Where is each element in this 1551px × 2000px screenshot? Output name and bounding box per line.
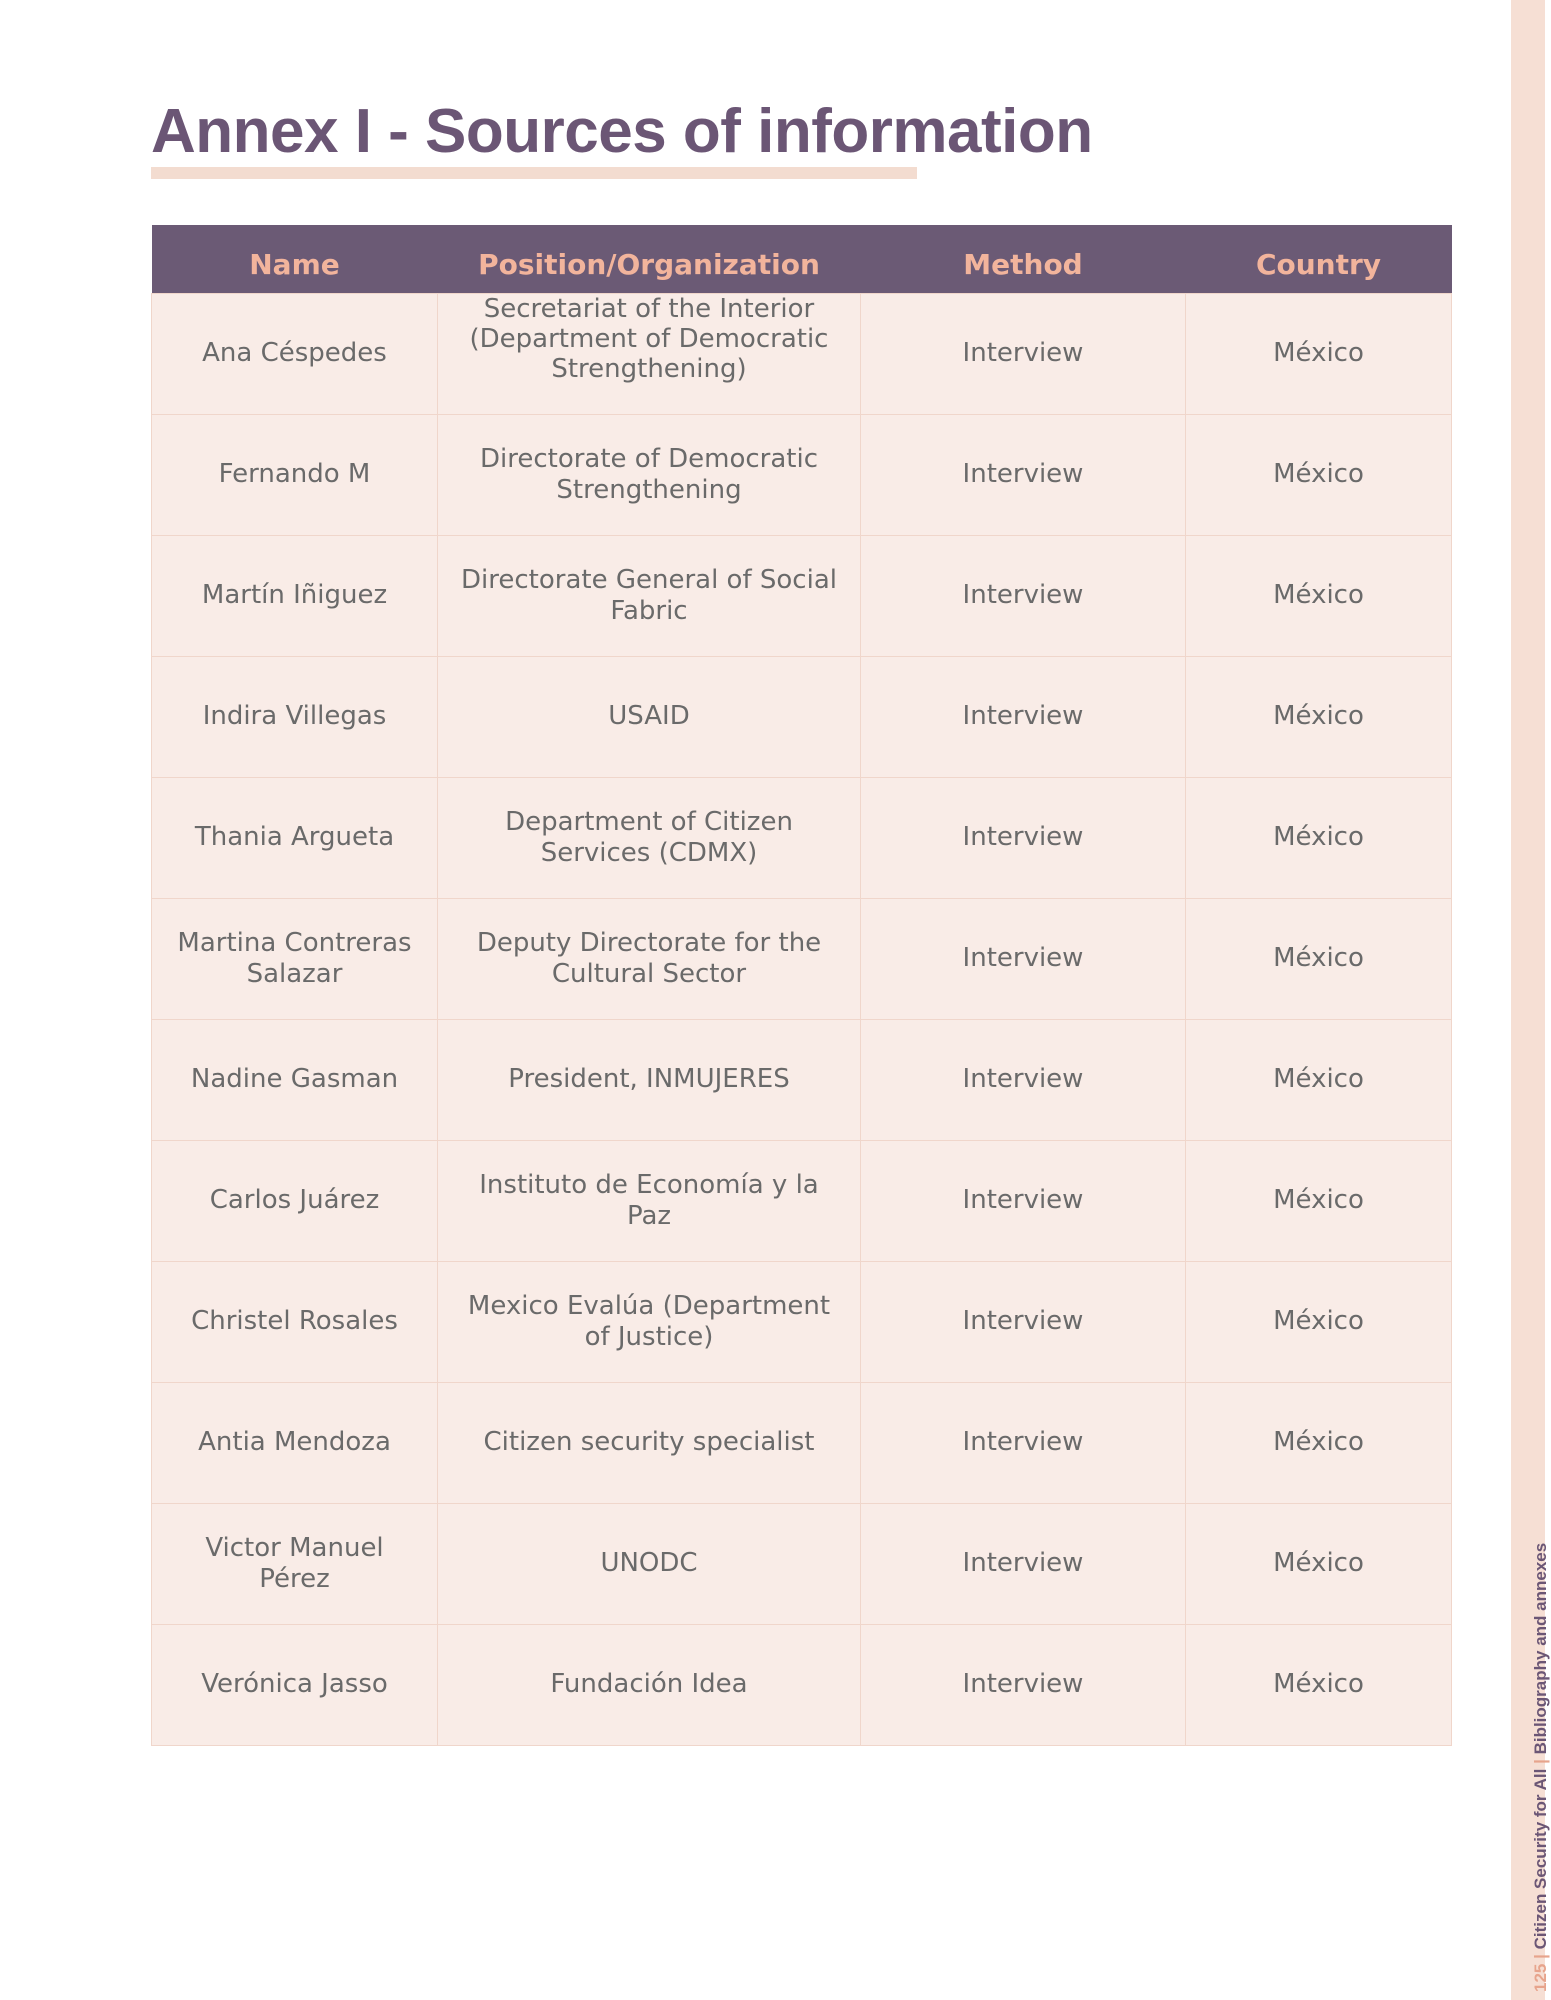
cell-name: Verónica Jasso	[152, 1624, 438, 1745]
cell-name: Martina Contreras Salazar	[152, 898, 438, 1019]
cell-organization: USAID	[438, 656, 861, 777]
cell-organization: Directorate of Democratic Strengthening	[438, 414, 861, 535]
section-title: Bibliography and annexes	[1531, 1542, 1550, 1755]
cell-organization: Directorate General of Social Fabric	[438, 535, 861, 656]
cell-method: Interview	[861, 1382, 1186, 1503]
cell-organization: Mexico Evalúa (Department of Justice)	[438, 1261, 861, 1382]
cell-organization: Deputy Directorate for the Cultural Sector	[438, 898, 861, 1019]
cell-method: Interview	[861, 414, 1186, 535]
cell-name: Christel Rosales	[152, 1261, 438, 1382]
cell-name: Thania Argueta	[152, 777, 438, 898]
cell-method: Interview	[861, 1503, 1186, 1624]
page-number: 125	[1531, 1963, 1550, 1992]
table-row	[152, 414, 1452, 535]
cell-method: Interview	[861, 1261, 1186, 1382]
cell-organization: Citizen security specialist	[438, 1382, 861, 1503]
cell-method: Interview	[861, 535, 1186, 656]
cell-country: México	[1186, 1503, 1452, 1624]
footer-separator: |	[1531, 1954, 1550, 1959]
cell-name: Antia Mendoza	[152, 1382, 438, 1503]
cell-name: Carlos Juárez	[152, 1140, 438, 1261]
column-header-method: Method	[861, 225, 1186, 293]
column-header-name: Name	[152, 225, 438, 293]
cell-method: Interview	[861, 1140, 1186, 1261]
cell-country: México	[1186, 293, 1452, 414]
table-row	[152, 898, 1452, 1019]
cell-method: Interview	[861, 656, 1186, 777]
table-row	[152, 656, 1452, 777]
column-header-country: Country	[1186, 225, 1452, 293]
cell-organization: UNODC	[438, 1503, 861, 1624]
cell-method: Interview	[861, 293, 1186, 414]
cell-country: México	[1186, 1624, 1452, 1745]
cell-name: Martín Iñiguez	[152, 535, 438, 656]
table-row	[152, 1261, 1452, 1382]
cell-organization: President, INMUJERES	[438, 1019, 861, 1140]
cell-organization: Secretariat of the Interior (Department of Democratic Strengthening)	[438, 293, 861, 414]
table-row	[152, 1019, 1452, 1140]
table-row	[152, 1503, 1452, 1624]
cell-method: Interview	[861, 1624, 1186, 1745]
cell-country: México	[1186, 1382, 1452, 1503]
cell-organization: Instituto de Economía y la Paz	[438, 1140, 861, 1261]
cell-country: México	[1186, 1019, 1452, 1140]
cell-country: México	[1186, 1140, 1452, 1261]
table-header-row	[152, 225, 1452, 293]
table-row	[152, 293, 1452, 414]
table-row	[152, 1140, 1452, 1261]
footer-separator: |	[1531, 1759, 1550, 1764]
cell-country: México	[1186, 414, 1452, 535]
document-title: Citizen Security for All	[1531, 1768, 1550, 1950]
cell-name: Fernando M	[152, 414, 438, 535]
cell-country: México	[1186, 1261, 1452, 1382]
cell-country: México	[1186, 535, 1452, 656]
cell-method: Interview	[861, 777, 1186, 898]
cell-name: Indira Villegas	[152, 656, 438, 777]
table-row	[152, 1382, 1452, 1503]
sources-table	[151, 225, 1452, 1746]
cell-method: Interview	[861, 1019, 1186, 1140]
cell-name: Ana Céspedes	[152, 293, 438, 414]
cell-method: Interview	[861, 898, 1186, 1019]
cell-country: México	[1186, 777, 1452, 898]
cell-country: México	[1186, 898, 1452, 1019]
table-row	[152, 535, 1452, 656]
cell-organization: Fundación Idea	[438, 1624, 861, 1745]
title-underline	[151, 167, 917, 179]
column-header-organization: Position/Organization	[438, 225, 861, 293]
cell-name: Victor Manuel Pérez	[152, 1503, 438, 1624]
cell-name: Nadine Gasman	[152, 1019, 438, 1140]
cell-organization: Department of Citizen Services (CDMX)	[438, 777, 861, 898]
table-row	[152, 777, 1452, 898]
table-row	[152, 1624, 1452, 1745]
cell-country: México	[1186, 656, 1452, 777]
page-title: Annex I - Sources of information	[151, 97, 1093, 166]
page-footer	[1531, 1543, 1551, 1992]
